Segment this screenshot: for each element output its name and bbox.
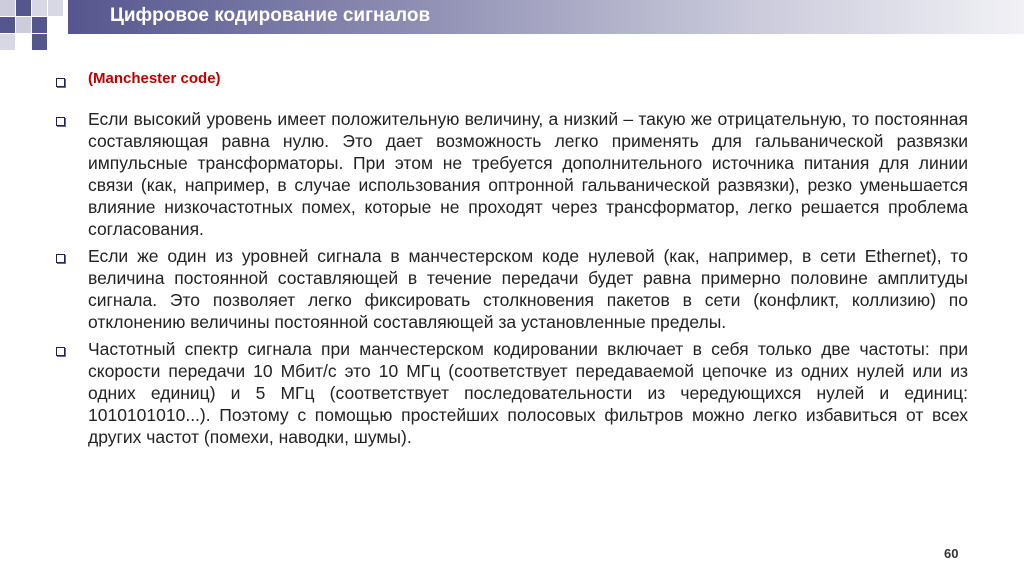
decor-square	[32, 34, 47, 50]
checkbox-bullet-icon	[56, 117, 65, 126]
decor-square	[0, 34, 15, 50]
decor-square	[16, 17, 31, 33]
manchester-code-label: (Manchester code)	[88, 70, 221, 87]
subtitle-item	[56, 68, 968, 90]
decor-square	[32, 0, 47, 16]
paragraph-item	[56, 108, 968, 240]
paragraph-text: Если высокий уровень имеет положительную величину, а низкий – такую же отрицательную, то постоянная составляющая равна нулю. Это дает возможность легко применять для гальванической развязки импульсные трансформаторы. При этом не требуется дополнительного источника питания для линии связи (как, например, в случае использования оптронной гальванической развязки), резко уменьшается влияние низкочастотных помех, которые не проходят через трансформатор, легко решается проблема согласования.	[88, 109, 968, 239]
page-number: 60	[944, 546, 959, 561]
slide-content	[56, 68, 968, 453]
paragraph-item	[56, 338, 968, 448]
paragraph-text: Частотный спектр сигнала при манчестерском кодировании включает в себя только две частоты: при скорости передачи 10 Мбит/с это 10 МГц (соответствует передаваемой цепочке из одних нулей или из одних единиц) и 5 МГц (соответствует последовательности из чередующихся нулей и единиц: 1010101010...). Поэтому с помощью простейших полосовых фильтров можно легко избавиться от всех других частот (помехи, наводки, шумы).	[88, 339, 968, 447]
paragraph-item	[56, 245, 968, 333]
decor-square	[0, 0, 15, 16]
decor-square	[32, 17, 47, 33]
checkbox-bullet-icon	[56, 347, 65, 356]
slide-title: Цифровое кодирование сигналов	[110, 5, 431, 26]
decor-square	[0, 17, 15, 33]
decor-square	[48, 0, 63, 16]
paragraph-text: Если же один из уровней сигнала в манчестерском коде нулевой (как, например, в сети Ethernet), то величина постоянной составляющей в течение передачи будет равна примерно половине амплитуды сигнала. Это позволяет легко фиксировать столкновения пакетов в сети (конфликт, коллизию) по отклонению величины постоянной составляющей за установленные пределы.	[88, 246, 968, 332]
checkbox-bullet-icon	[56, 78, 65, 87]
decor-square	[16, 0, 31, 16]
checkbox-bullet-icon	[56, 254, 65, 263]
